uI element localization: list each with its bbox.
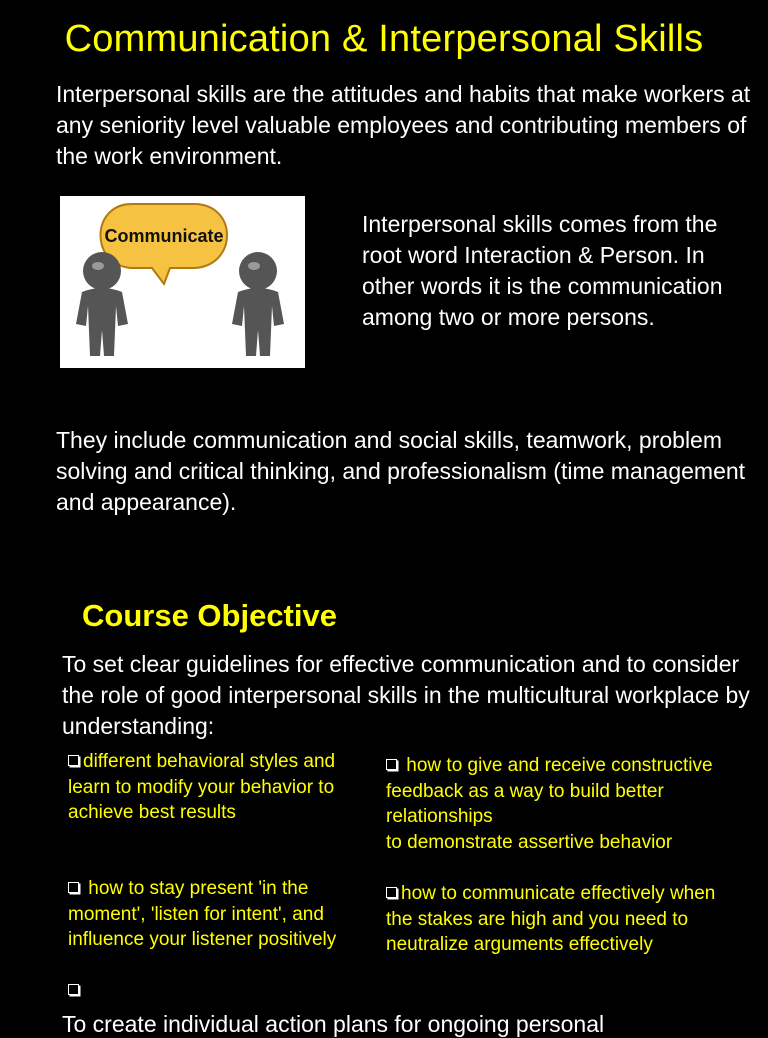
bullet-continuation: to demonstrate assertive behavior bbox=[386, 831, 673, 853]
definition-paragraph: Interpersonal skills comes from the root word Interaction & Person. In other words it is the communication among two or more persons. bbox=[362, 211, 723, 330]
bullet-text: different behavioral styles and learn to modify your behavior to achieve best results bbox=[68, 751, 336, 823]
bullet-text: how to communicate effectively when the stakes are high and you need to neutralize arguments effectively bbox=[386, 883, 716, 955]
checkbox-bullet-icon bbox=[68, 755, 79, 766]
communicate-icon bbox=[60, 196, 305, 368]
objective-bullet bbox=[68, 876, 368, 953]
cutoff-paragraph: To create individual action plans for ongoing personal bbox=[62, 1011, 605, 1037]
objective-bullet bbox=[386, 753, 736, 855]
checkbox-bullet-icon bbox=[68, 882, 79, 893]
checkbox-bullet-icon bbox=[386, 887, 397, 898]
objective-bullet bbox=[68, 749, 348, 826]
communicate-illustration bbox=[60, 196, 305, 368]
objective-bullet bbox=[386, 881, 736, 958]
course-objective-heading: Course Objective bbox=[82, 598, 337, 633]
intro-paragraph: Interpersonal skills are the attitudes and habits that make workers at any seniority level valuable employees and contributing members of the work environment. bbox=[56, 81, 751, 169]
empty-bullet bbox=[68, 978, 83, 1004]
right-person-icon bbox=[232, 252, 284, 356]
includes-paragraph: They include communication and social skills, teamwork, problem solving and critical thinking, and professionalism (time management and appearance). bbox=[56, 427, 746, 515]
objective-intro-paragraph: To set clear guidelines for effective communication and to consider the role of good interpersonal skills in the multicultural workplace by understanding: bbox=[62, 651, 750, 739]
bullet-text: how to give and receive constructive feedback as a way to build better relationships bbox=[386, 755, 713, 827]
checkbox-bullet-icon bbox=[386, 759, 397, 770]
speech-bubble-text: Communicate bbox=[104, 226, 224, 246]
bullet-text: how to stay present 'in the moment', 'listen for intent', and influence your listener positively bbox=[68, 878, 337, 950]
page-title: Communication & Interpersonal Skills bbox=[64, 18, 704, 60]
checkbox-bullet-icon bbox=[68, 984, 79, 995]
left-person-icon bbox=[76, 252, 128, 356]
